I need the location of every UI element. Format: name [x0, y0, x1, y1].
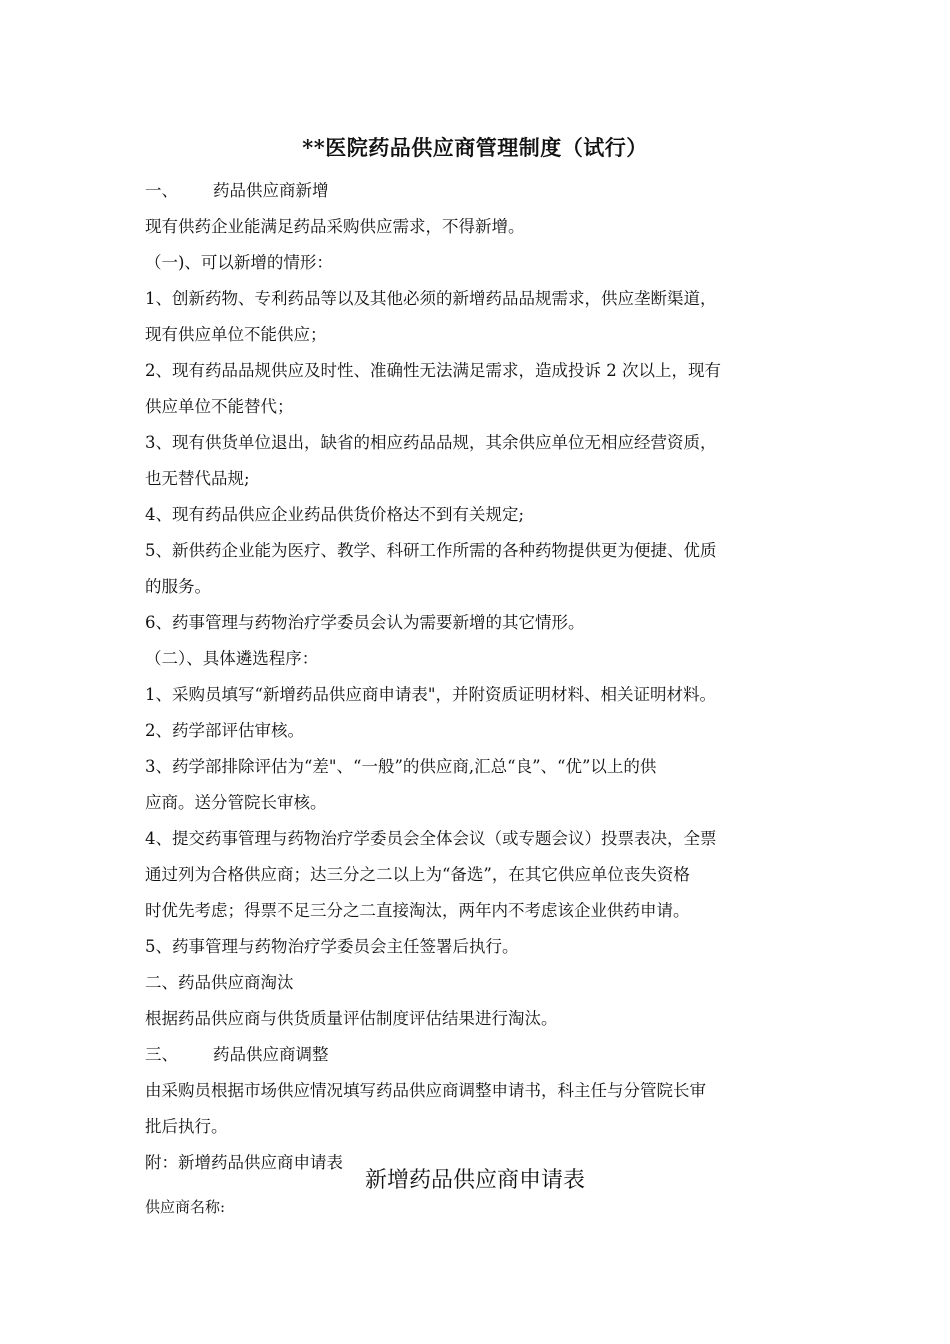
line-text: 由采购员根据市场供应情况填写药品供应商调整申请书，科主任与分管院长审	[145, 1081, 706, 1100]
line-text: 药品供应商调整	[213, 1045, 329, 1064]
line-text: 3、现有供货单位退出，缺省的相应药品品规，其余供应单位无相应经营资质，	[145, 433, 717, 452]
line-text: 5、新供药企业能为医疗、教学、科研工作所需的各种药物提供更为便捷、优质	[145, 541, 717, 560]
supplier-name-label: 供应商名称:	[145, 1198, 226, 1216]
paragraph-line	[145, 461, 810, 497]
paragraph-line	[145, 281, 810, 317]
paragraph-line	[145, 677, 810, 713]
paragraph-line	[145, 821, 810, 857]
line-text: 1、创新药物、专利药品等以及其他必须的新增药品品规需求，供应垄断渠道，	[145, 289, 717, 308]
paragraph-line	[145, 497, 810, 533]
paragraph-line	[145, 965, 810, 1001]
paragraph-line	[145, 245, 810, 281]
paragraph-line	[145, 857, 810, 893]
section-number: 三、	[145, 1045, 178, 1064]
paragraph-line	[145, 929, 810, 965]
paragraph-line	[145, 1073, 810, 1109]
paragraph-line	[145, 425, 810, 461]
line-text: 4、提交药事管理与药物治疗学委员会全体会议（或专题会议）投票表决，全票	[145, 829, 717, 848]
paragraph-line	[145, 785, 810, 821]
line-text: 4、现有药品供应企业药品供货价格达不到有关规定;	[145, 505, 525, 524]
paragraph-line	[145, 1037, 810, 1073]
document-title: **医院药品供应商管理制度（试行）	[302, 135, 648, 160]
section-number: 一、	[145, 181, 178, 200]
line-text: 通过列为合格供应商；达三分之二以上为“备选”，在其它供应单位丧失资格	[145, 865, 690, 884]
line-text: 5、药事管理与药物治疗学委员会主任签署后执行。	[145, 937, 519, 956]
line-text: 3、药学部排除评估为“差"、“一般”的供应商,汇总“良”、“优”以上的供	[145, 757, 657, 776]
line-text: 应商。送分管院长审核。	[145, 793, 327, 812]
paragraph-line	[145, 569, 810, 605]
paragraph-line	[145, 893, 810, 929]
line-text: 现有供应单位不能供应；	[145, 325, 327, 344]
paragraph-line	[145, 353, 810, 389]
line-text: 2、现有药品品规供应及时性、准确性无法满足需求，造成投诉 2 次以上，现有	[145, 361, 721, 380]
paragraph-line	[145, 209, 810, 245]
line-text: 根据药品供应商与供货质量评估制度评估结果进行淘汰。	[145, 1009, 558, 1028]
line-text: 供应单位不能替代；	[145, 397, 294, 416]
document-body	[145, 173, 810, 1181]
line-text: 批后执行。	[145, 1117, 228, 1136]
line-text: 也无替代品规;	[145, 469, 250, 488]
paragraph-line	[145, 1001, 810, 1037]
line-text: 附：新增药品供应商申请表	[145, 1153, 343, 1172]
line-text: 2、药学部评估审核。	[145, 721, 304, 740]
paragraph-line	[145, 173, 810, 209]
line-text: 二、药品供应商淘汰	[145, 973, 294, 992]
paragraph-line	[145, 641, 810, 677]
line-text: 现有供药企业能满足药品采购供应需求，不得新增。	[145, 217, 525, 236]
paragraph-line	[145, 749, 810, 785]
paragraph-line	[145, 605, 810, 641]
line-text: （一)、可以新增的情形：	[145, 253, 333, 272]
paragraph-line	[145, 389, 810, 425]
paragraph-line	[145, 533, 810, 569]
paragraph-line	[145, 317, 810, 353]
form-title: 新增药品供应商申请表	[364, 1168, 585, 1193]
line-text: 药品供应商新增	[213, 181, 329, 200]
line-text: 1、采购员填写“新增药品供应商申请表"，并附资质证明材料、相关证明材料。	[145, 685, 717, 704]
paragraph-line	[145, 713, 810, 749]
line-text: （二）、具体遴选程序：	[145, 649, 319, 668]
line-text: 的服务。	[145, 577, 211, 596]
line-text: 6、药事管理与药物治疗学委员会认为需要新增的其它情形。	[145, 613, 585, 632]
paragraph-line	[145, 1109, 810, 1145]
line-text: 时优先考虑；得票不足三分之二直接淘汰，两年内不考虑该企业供药申请。	[145, 901, 690, 920]
